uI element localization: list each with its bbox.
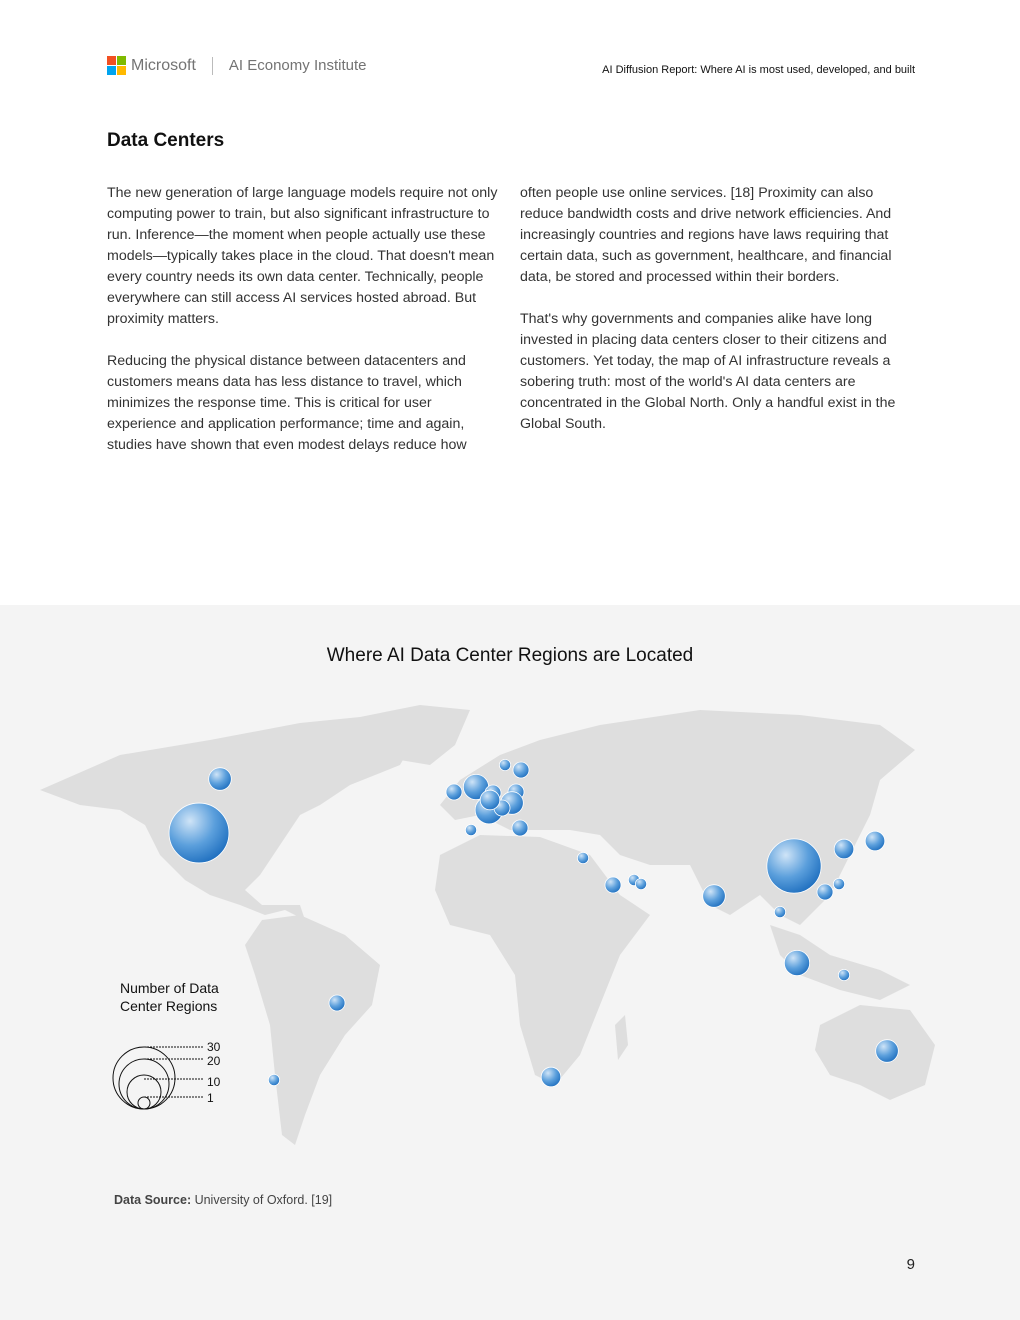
data-center-bubble (446, 784, 462, 800)
paragraph: That's why governments and companies alike have long invested in placing data centers closer to their citizens and customers. Yet today, the map of AI infrastructure reveals a sobering truth: most of the world's AI data centers are concentrated in the Global North. Only a handful exist in the Global South. (520, 311, 896, 432)
data-center-bubble (834, 839, 854, 859)
data-center-bubble (465, 824, 476, 835)
divider (212, 57, 213, 75)
data-center-bubble (865, 831, 885, 851)
data-center-bubble (767, 839, 821, 893)
data-center-bubble (703, 885, 726, 908)
legend-label-20: 20 (207, 1054, 221, 1068)
paragraph: often people use online services. [18] Proximity can also reduce bandwidth costs and drive network efficiencies. And increasingly countries and regions have laws requiring that certain data, such as government, healthcare, and financial data, be stored and processed within their borders. (520, 185, 892, 285)
madagascar (615, 1015, 628, 1060)
size-legend (113, 1047, 204, 1109)
data-center-bubble (169, 803, 229, 863)
legend-label-10: 10 (207, 1075, 221, 1089)
map-figure (0, 605, 1020, 1320)
data-center-bubble (512, 820, 528, 836)
australia (815, 1005, 935, 1100)
data-center-bubble (876, 1040, 899, 1063)
data-center-bubble (480, 790, 500, 810)
data-center-bubble (209, 768, 232, 791)
section-title: Data Centers (107, 130, 225, 151)
legend-circle-30 (113, 1047, 175, 1109)
data-center-bubble (774, 906, 785, 917)
legend-title: Number of Data Center Regions (120, 980, 219, 1014)
figure-title: Where AI Data Center Regions are Located (326, 645, 694, 666)
legend-circle-20 (119, 1059, 169, 1109)
data-center-bubble (577, 852, 588, 863)
brand-name: Microsoft (131, 56, 196, 74)
legend-circle-10 (127, 1075, 161, 1109)
running-title: AI Diffusion Report: Where AI is most used, developed, and built (602, 64, 915, 76)
data-center-bubble (833, 878, 844, 889)
data-center-bubble (329, 995, 345, 1011)
right-column (520, 183, 915, 456)
paragraph: Reducing the physical distance between datacenters and customers means data has less distance to travel, which minimizes the response time. This is critical for user experience and application performance; time and again, studies have shown that even modest delays reduce how (107, 353, 467, 453)
data-center-bubble (784, 950, 809, 975)
north-america (40, 717, 420, 920)
microsoft-logo (107, 56, 366, 75)
logo-square (107, 66, 116, 75)
data-center-bubble (838, 969, 849, 980)
world-map (0, 605, 1020, 1320)
legend-label-1: 1 (207, 1091, 214, 1105)
paragraph: The new generation of large language models require not only computing power to train, but also significant infrastructure to run. Inference—the moment when people actually use these models—typically takes place in the cloud. That doesn't mean every country needs its own data center. Technically, people everywhere can still access AI services hosted abroad. But proximity matters. (107, 185, 498, 327)
page-number: 9 (906, 1256, 915, 1273)
source-text: University of Oxford. [19] (191, 1193, 333, 1207)
left-column (107, 183, 502, 477)
data-center-bubble (541, 1067, 561, 1087)
logo-square (117, 56, 126, 65)
legend-label-30: 30 (207, 1040, 221, 1054)
data-center-bubble (268, 1074, 279, 1085)
source-label: Data Source: (114, 1193, 192, 1207)
data-center-bubble (605, 877, 621, 893)
data-center-bubble (635, 878, 646, 889)
data-center-bubble (817, 884, 833, 900)
data-center-bubble (513, 762, 529, 778)
south-america (245, 915, 380, 1145)
logo-square (107, 56, 116, 65)
legend-circle-1 (138, 1097, 150, 1109)
microsoft-squares-icon (107, 56, 126, 75)
institute-name: AI Economy Institute (228, 57, 367, 74)
data-center-bubble (499, 759, 510, 770)
logo-square (117, 66, 126, 75)
data-source (114, 1193, 332, 1207)
